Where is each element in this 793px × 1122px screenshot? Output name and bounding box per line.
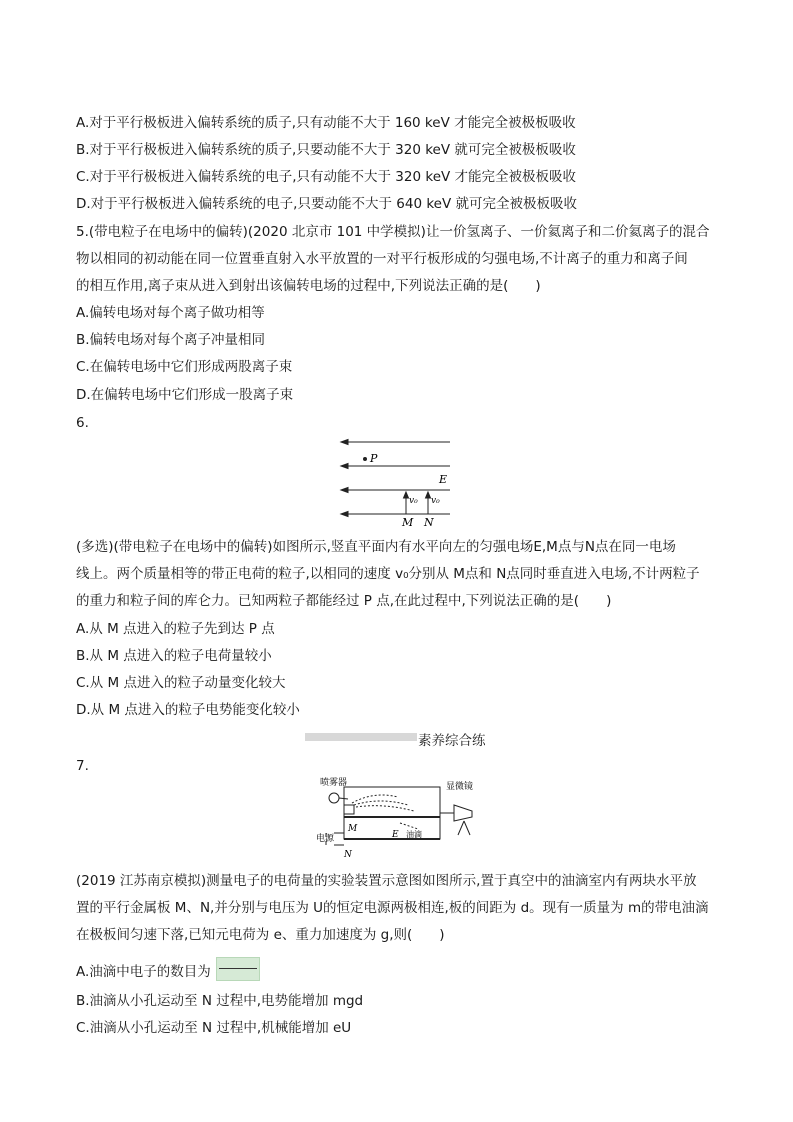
label-m: M: [402, 516, 414, 526]
field-arrow-4: [341, 512, 348, 517]
section-title: 素养综合练: [418, 733, 486, 749]
label-e: E: [439, 473, 448, 486]
q5-stem-line-3: 的相互作用,离子束从进入到射出该偏转电场的过程中,下列说法正确的是( ): [76, 278, 541, 294]
q7-option-a: A.油滴中电子的数目为: [76, 964, 211, 980]
sprayer-nozzle: [339, 798, 348, 799]
q6-option-a: A.从 M 点进入的粒子先到达 P 点: [76, 621, 275, 637]
microscope-stand: [458, 821, 470, 835]
q6-option-c: C.从 M 点进入的粒子动量变化较大: [76, 675, 286, 691]
label-n: N: [424, 516, 434, 526]
oil-drop-path: [400, 823, 418, 829]
q7-oil-drop-diagram: [314, 775, 490, 861]
q7-number: 7.: [76, 758, 89, 774]
label-oil-drop: 油滴: [406, 830, 422, 839]
section-divider-bar: [305, 733, 417, 741]
q6-option-d: D.从 M 点进入的粒子电势能变化较小: [76, 702, 300, 718]
q7-option-b: B.油滴从小孔运动至 N 过程中,电势能增加 mgd: [76, 993, 364, 1009]
q6-number: 6.: [76, 415, 89, 431]
field-arrow-3: [341, 488, 348, 493]
label-n: N: [344, 850, 352, 860]
label-microscope: 显微镜: [446, 782, 474, 792]
q7-stem-line-3: 在极板间匀速下落,已知元电荷为 e、重力加速度为 g,则( ): [76, 927, 445, 943]
label-sprayer: 喷雾器: [320, 778, 348, 788]
q6-option-b: B.从 M 点进入的粒子电荷量较小: [76, 648, 272, 664]
q4-option-c: C.对于平行极板进入偏转系统的电子,只有动能不大于 320 keV 才能完全被极板吸收: [76, 169, 577, 185]
label-p: P: [370, 452, 378, 465]
q6-field-diagram: [338, 434, 456, 526]
q6-stem-line-3: 的重力和粒子间的库仑力。已知两粒子都能经过 P 点,在此过程中,下列说法正确的是( ): [76, 593, 612, 609]
q4-option-d: D.对于平行极板进入偏转系统的电子,只要动能不大于 640 keV 就可完全被极板吸收: [76, 196, 577, 212]
microscope-body: [440, 805, 472, 821]
point-p-dot: [364, 458, 367, 461]
q7-option-c: C.油滴从小孔运动至 N 过程中,机械能增加 eU: [76, 1020, 352, 1036]
spray-trails: [352, 795, 414, 811]
q4-option-a: A.对于平行极板进入偏转系统的质子,只有动能不大于 160 keV 才能完全被极板吸收: [76, 115, 576, 131]
label-v0-m: v₀: [409, 496, 418, 506]
q4-option-b: B.对于平行极板进入偏转系统的质子,只要动能不大于 320 keV 就可完全被极板吸收: [76, 142, 576, 158]
label-m: M: [348, 824, 358, 834]
q6-stem-line-2: 线上。两个质量相等的带正电荷的粒子,以相同的速度 v₀分别从 M点和 N点同时垂直进入电场,不计两粒子: [76, 566, 700, 582]
q7-stem-line-1: (2019 江苏南京模拟)测量电子的电荷量的实验装置示意图如图所示,置于真空中的油滴室内有两块水平放: [76, 873, 697, 889]
label-power: 电源: [316, 834, 335, 844]
label-e: E: [392, 830, 399, 840]
q6-stem-line-1: (多选)(带电粒子在电场中的偏转)如图所示,竖直平面内有水平向左的匀强电场E,M点与N点在同一电场: [76, 539, 676, 555]
q5-option-a: A.偏转电场对每个离子做功相等: [76, 305, 265, 321]
q5-stem-line-1: 5.(带电粒子在电场中的偏转)(2020 北京市 101 中学模拟)让一价氢离子、一价氦离子和二价氦离子的混合: [76, 224, 710, 240]
formula-image: [216, 957, 260, 981]
q5-option-b: B.偏转电场对每个离子冲量相同: [76, 332, 266, 348]
q7-stem-line-2: 置的平行金属板 M、N,并分别与电压为 U的恒定电源两极相连,板的间距为 d。现有一质量为 m的带电油滴: [76, 900, 709, 916]
fraction-bar: [219, 968, 257, 969]
field-arrow-2: [341, 464, 348, 469]
field-arrow-1: [341, 440, 348, 445]
velocity-n-arrow: [426, 492, 431, 498]
label-v0-n: v₀: [431, 496, 440, 506]
velocity-m-arrow: [404, 492, 409, 498]
q5-stem-line-2: 物以相同的初动能在同一位置垂直射入水平放置的一对平行板形成的匀强电场,不计离子的重力和离子间: [76, 251, 688, 267]
sprayer-bulb: [329, 793, 339, 803]
q5-option-c: C.在偏转电场中它们形成两股离子束: [76, 359, 293, 375]
sprayer-box: [344, 805, 354, 814]
q5-option-d: D.在偏转电场中它们形成一股离子束: [76, 387, 294, 403]
